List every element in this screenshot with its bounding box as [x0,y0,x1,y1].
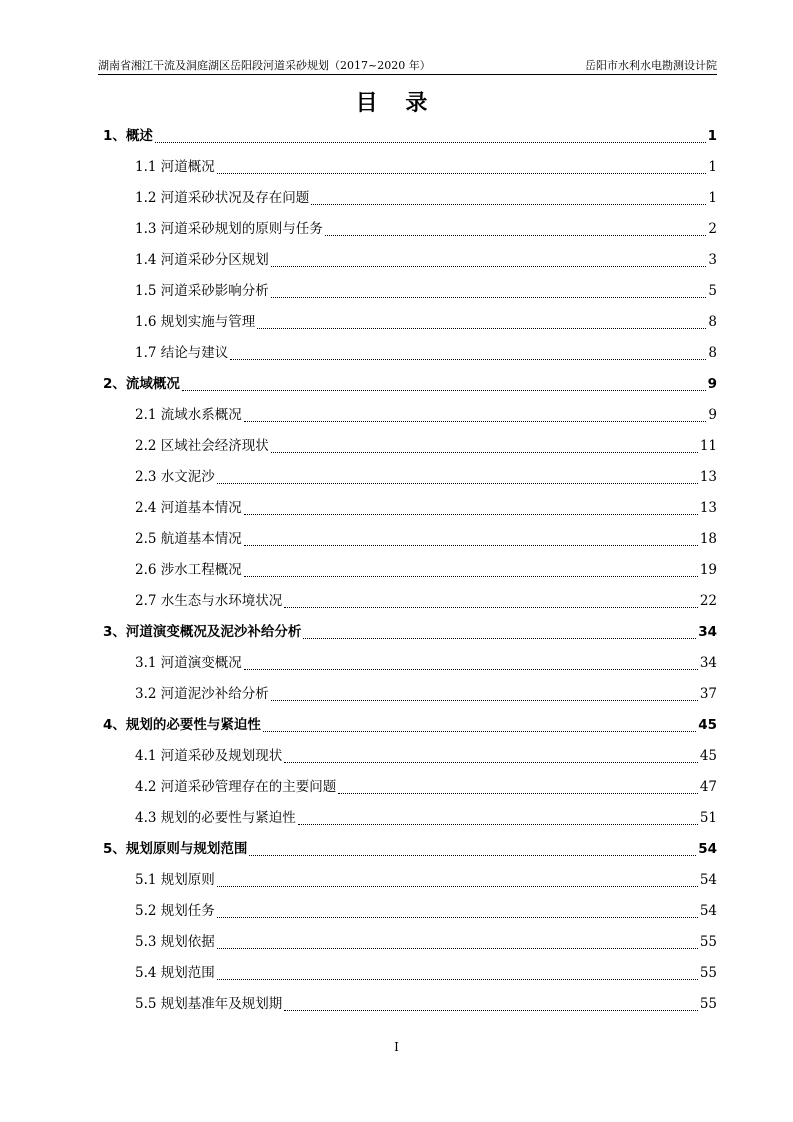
toc-entry-page-number: 22 [699,593,717,609]
toc-entry-page-number: 1 [708,159,717,175]
table-of-contents [103,121,717,1020]
toc-dot-leader [244,513,698,515]
toc-entry-page-number: 9 [708,407,717,423]
toc-section-entry[interactable] [103,462,717,493]
toc-section-entry[interactable] [103,307,717,338]
toc-dot-leader [271,699,698,701]
toc-entry-label: 1.5 河道采砂影响分析 [135,283,269,299]
toc-entry-label: 2.7 水生态与水环境状况 [135,593,283,609]
toc-dot-leader [284,761,698,763]
toc-entry-label: 1.7 结论与建议 [135,345,229,361]
toc-section-entry[interactable] [103,400,717,431]
toc-entry-label: 1.4 河道采砂分区规划 [135,252,269,268]
toc-section-entry[interactable] [103,183,717,214]
toc-dot-leader [182,389,706,391]
toc-entry-page-number: 13 [699,500,717,516]
toc-chapter-entry[interactable] [103,369,717,400]
toc-section-entry[interactable] [103,648,717,679]
toc-dot-leader [217,947,698,949]
toc-entry-page-number: 54 [698,841,717,857]
toc-section-entry[interactable] [103,803,717,834]
toc-section-entry[interactable] [103,276,717,307]
toc-entry-label: 1.6 规划实施与管理 [135,314,256,330]
toc-dot-leader [284,1009,698,1011]
toc-entry-page-number: 13 [699,469,717,485]
toc-entry-page-number: 2 [708,221,717,237]
toc-entry-label: 4.1 河道采砂及规划现状 [135,748,283,764]
toc-section-entry[interactable] [103,555,717,586]
toc-dot-leader [217,482,698,484]
toc-dot-leader [155,141,706,143]
toc-entry-label: 2.1 流域水系概况 [135,407,242,423]
toc-entry-label: 4.3 规划的必要性与紧迫性 [135,810,296,826]
toc-section-entry[interactable] [103,431,717,462]
toc-entry-page-number: 1 [707,128,717,144]
toc-entry-page-number: 9 [707,376,717,392]
toc-dot-leader [217,172,707,174]
toc-dot-leader [217,978,698,980]
toc-entry-label: 5.5 规划基准年及规划期 [135,996,283,1012]
toc-entry-label: 2.3 水文泥沙 [135,469,215,485]
toc-dot-leader [271,451,698,453]
toc-dot-leader [257,327,706,329]
toc-entry-page-number: 18 [699,531,717,547]
toc-entry-page-number: 54 [699,903,717,919]
toc-entry-label: 2.5 航道基本情况 [135,531,242,547]
toc-dot-leader [311,203,706,205]
toc-section-entry[interactable] [103,989,717,1020]
toc-section-entry[interactable] [103,586,717,617]
toc-entry-page-number: 3 [708,252,717,268]
toc-entry-page-number: 8 [708,345,717,361]
toc-chapter-entry[interactable] [103,121,717,152]
toc-entry-label: 5.1 规划原则 [135,872,215,888]
toc-section-entry[interactable] [103,493,717,524]
toc-entry-page-number: 45 [699,748,717,764]
toc-entry-label: 5.2 规划任务 [135,903,215,919]
toc-entry-label: 5.4 规划范围 [135,965,215,981]
toc-entry-page-number: 47 [699,779,717,795]
toc-entry-label: 2.4 河道基本情况 [135,500,242,516]
toc-dot-leader [338,792,698,794]
page-header [98,55,717,75]
toc-entry-page-number: 1 [708,190,717,206]
toc-entry-label: 3、河道演变概况及泥沙补给分析 [103,624,302,640]
toc-entry-label: 5、规划原则与规划范围 [103,841,248,857]
toc-entry-page-number: 54 [699,872,717,888]
toc-entry-page-number: 34 [698,624,717,640]
toc-entry-label: 5.3 规划依据 [135,934,215,950]
toc-section-entry[interactable] [103,896,717,927]
toc-dot-leader [244,668,698,670]
toc-section-entry[interactable] [103,772,717,803]
header-document-title: 湖南省湘江干流及洞庭湖区岳阳段河道采砂规划（2017~2020 年） [98,59,431,72]
toc-chapter-entry[interactable] [103,710,717,741]
toc-entry-page-number: 51 [699,810,717,826]
toc-entry-page-number: 55 [699,965,717,981]
toc-dot-leader [303,637,696,639]
toc-dot-leader [271,296,707,298]
toc-dot-leader [298,823,698,825]
toc-entry-page-number: 45 [698,717,717,733]
toc-dot-leader [244,544,698,546]
toc-section-entry[interactable] [103,338,717,369]
toc-section-entry[interactable] [103,741,717,772]
toc-entry-label: 4.2 河道采砂管理存在的主要问题 [135,779,337,795]
toc-entry-label: 2.2 区域社会经济现状 [135,438,269,454]
toc-entry-page-number: 55 [699,996,717,1012]
toc-entry-label: 1.2 河道采砂状况及存在问题 [135,190,310,206]
toc-dot-leader [244,420,707,422]
toc-section-entry[interactable] [103,245,717,276]
toc-entry-label: 4、规划的必要性与紧迫性 [103,717,261,733]
toc-entry-label: 1.1 河道概况 [135,159,215,175]
toc-dot-leader [263,730,696,732]
toc-entry-page-number: 8 [708,314,717,330]
toc-entry-page-number: 55 [699,934,717,950]
header-organization: 岳阳市水利水电勘测设计院 [585,59,717,72]
toc-section-entry[interactable] [103,524,717,555]
toc-entry-label: 1、概述 [103,128,153,144]
toc-section-entry[interactable] [103,214,717,245]
toc-dot-leader [284,606,698,608]
toc-section-entry[interactable] [103,152,717,183]
toc-entry-label: 2、流域概况 [103,376,180,392]
toc-chapter-entry[interactable] [103,834,717,865]
toc-section-entry[interactable] [103,958,717,989]
toc-dot-leader [244,575,698,577]
toc-entry-page-number: 34 [699,655,717,671]
toc-entry-label: 3.1 河道演变概况 [135,655,242,671]
toc-dot-leader [249,854,696,856]
page-title: 目 录 [355,91,438,116]
toc-dot-leader [230,358,706,360]
toc-entry-label: 2.6 涉水工程概况 [135,562,242,578]
toc-dot-leader [325,234,707,236]
toc-dot-leader [217,916,698,918]
toc-section-entry[interactable] [103,927,717,958]
toc-chapter-entry[interactable] [103,617,717,648]
toc-entry-page-number: 5 [708,283,717,299]
toc-entry-page-number: 19 [699,562,717,578]
toc-section-entry[interactable] [103,865,717,896]
toc-entry-label: 3.2 河道泥沙补给分析 [135,686,269,702]
toc-dot-leader [271,265,707,267]
toc-dot-leader [217,885,698,887]
toc-entry-label: 1.3 河道采砂规划的原则与任务 [135,221,323,237]
toc-section-entry[interactable] [103,679,717,710]
toc-entry-page-number: 37 [699,686,717,702]
toc-entry-page-number: 11 [699,438,717,454]
page-number: I [394,1040,399,1054]
